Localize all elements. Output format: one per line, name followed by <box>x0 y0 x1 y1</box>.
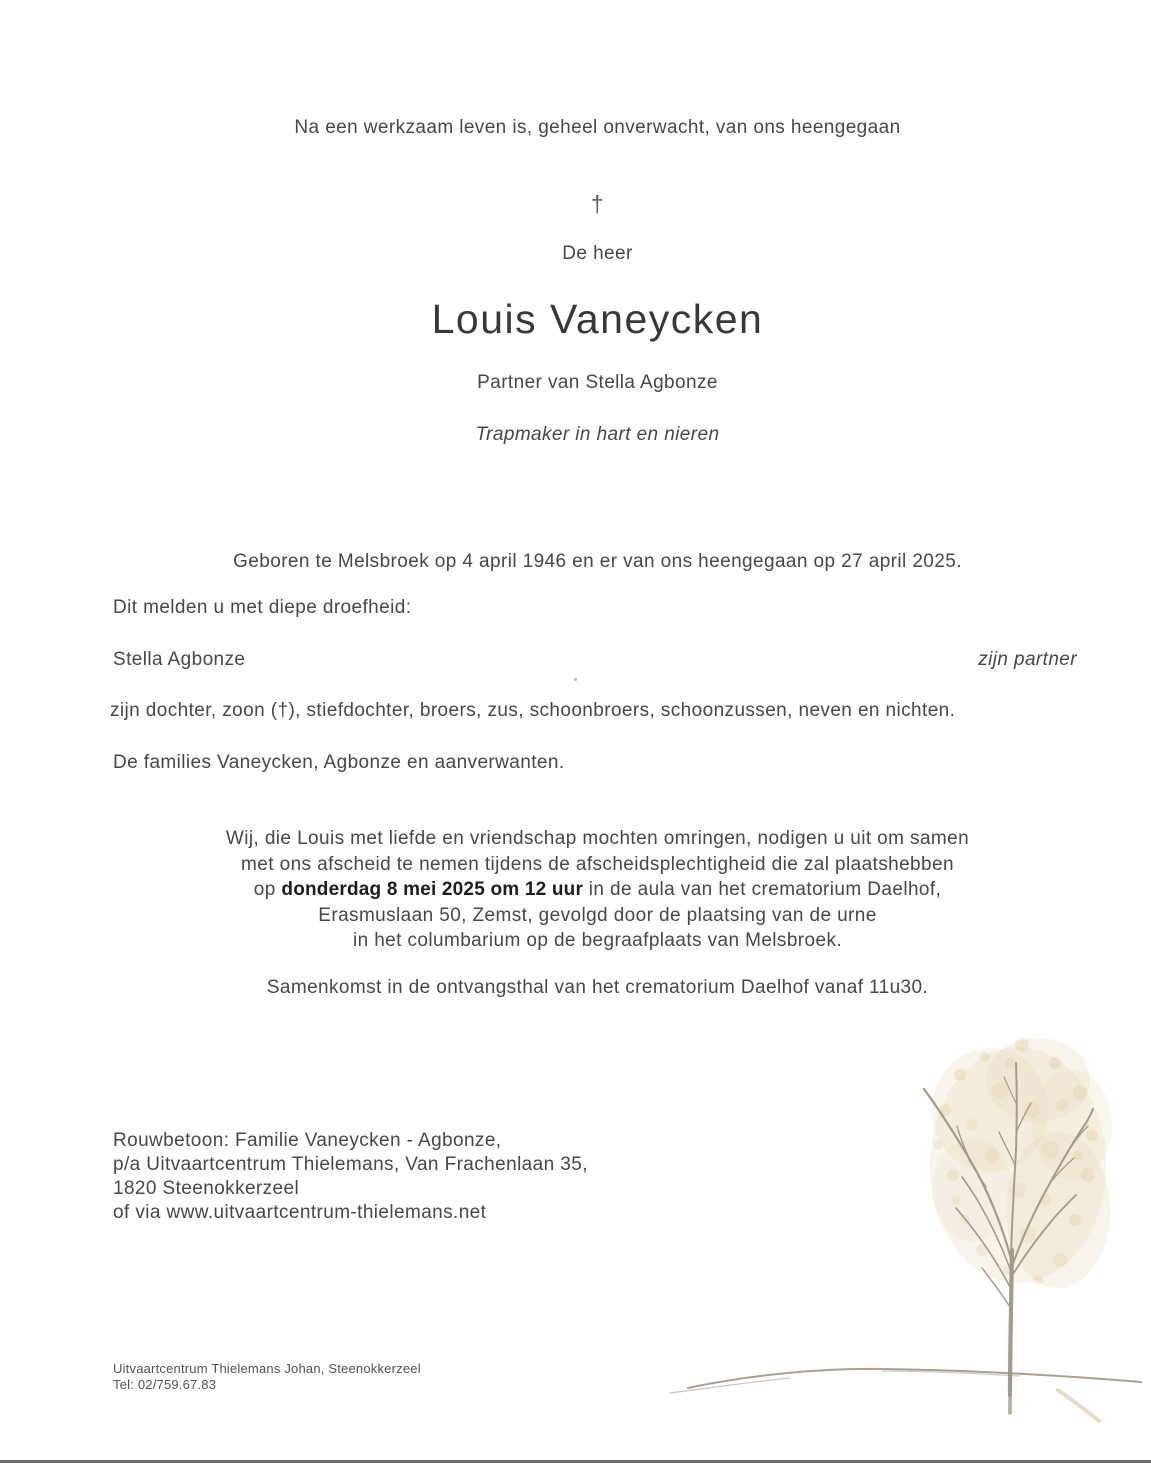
partner-row <box>113 649 1077 671</box>
ceremony-line-2: met ons afscheid te nemen tijdens de afscheidsplechtigheid die zal plaatshebben <box>241 853 954 875</box>
cross-icon: † <box>590 191 605 217</box>
autumn-tree-icon <box>620 1015 1151 1465</box>
salutation: De heer <box>562 243 633 264</box>
ceremony-line-5: in het columbarium op de begraafplaats van Melsbroek. <box>352 930 843 951</box>
family-line: zijn dochter, zoon (†), stiefdochter, broers, zus, schoonbroers, schoonzussen, neven en nichten. <box>110 700 956 721</box>
funeral-home-phone: Tel: 02/759.67.83 <box>113 1376 217 1392</box>
ceremony-line-3-suffix: in de aula van het crematorium Daelhof, <box>583 879 942 900</box>
partner-line: Partner van Stella Agbonze <box>477 372 718 393</box>
life-dates-line: Geboren te Melsbroek op 4 april 1946 en er van ons heengegaan op 27 april 2025. <box>233 551 962 572</box>
funeral-home-footer <box>113 1361 421 1392</box>
funeral-home-name: Uitvaartcentrum Thielemans Johan, Steenokkerzeel <box>113 1361 421 1376</box>
tree-illustration <box>620 1015 1151 1465</box>
condolences-line-1: Rouwbetoon: Familie Vaneycken - Agbonze, <box>113 1130 502 1151</box>
families-line: De families Vaneycken, Agbonze en aanverwanten. <box>113 752 565 773</box>
condolences-line-2: p/a Uitvaartcentrum Thielemans, Van Frachenlaan 35, <box>113 1154 588 1175</box>
ceremony-line-3-prefix: op <box>253 879 282 900</box>
announcement-line: Dit melden u met diepe droefheid: <box>113 597 412 618</box>
ceremony-line-4: Erasmuslaan 50, Zemst, gevolgd door de plaatsing van de urne <box>318 904 877 926</box>
partner-relation: zijn partner <box>978 649 1077 670</box>
ceremony-date-bold: donderdag 8 mei 2025 om 12 uur <box>281 879 584 900</box>
condolences-website-line: of via www.uitvaartcentrum-thielemans.net <box>113 1202 487 1223</box>
condolences-block <box>113 1129 588 1225</box>
ceremony-line-1: Wij, die Louis met liefde en vriendschap mochten omringen, nodigen u uit om samen <box>225 828 970 849</box>
gathering-line: Samenkomst in de ontvangsthal van het crematorium Daelhof vanaf 11u30. <box>266 977 929 998</box>
ceremony-paragraph <box>44 826 1151 954</box>
scanner-edge-line <box>0 1460 1151 1463</box>
partner-name: Stella Agbonze <box>113 649 246 670</box>
tree-shadow <box>1058 1390 1099 1421</box>
scan-artifact-dot <box>574 678 577 681</box>
condolences-line-3: 1820 Steenokkerzeel <box>113 1178 300 1199</box>
intro-line: Na een werkzaam leven is, geheel onverwacht, van ons heengegaan <box>294 117 901 138</box>
epithet-line: Trapmaker in hart en nieren <box>475 424 720 445</box>
ceremony-line-3 <box>44 877 1151 903</box>
deceased-name: Louis Vaneycken <box>431 296 764 342</box>
